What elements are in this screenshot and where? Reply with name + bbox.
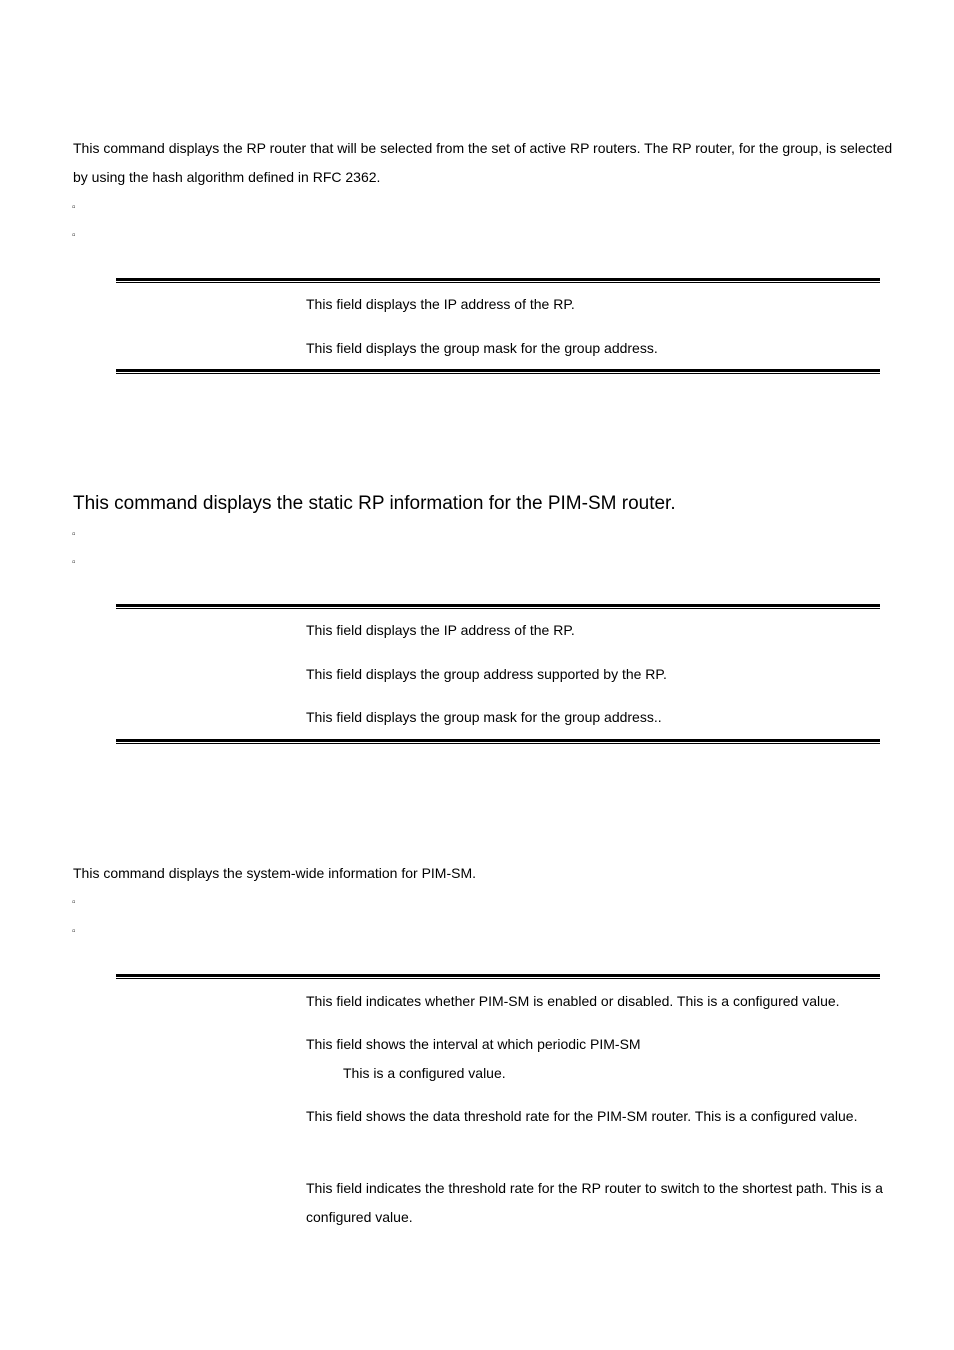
bullet-marker: ▫	[72, 897, 76, 908]
bullet-marker: ▫	[72, 926, 76, 937]
section-intro: This command displays the static RP information for the PIM-SM router.	[73, 493, 676, 514]
bullet-marker: ▫	[72, 202, 76, 213]
field-description	[306, 1030, 886, 1088]
field-description: This field displays the IP address of the RP.	[306, 622, 575, 638]
table-top-rule	[116, 278, 880, 283]
section-intro: This command displays the RP router that will be selected from the set of active RP routers. The RP router, for the group, is selected by using the hash algorithm defined in RFC 2362.	[73, 140, 893, 185]
field-description-continuation: This is a configured value.	[343, 1065, 506, 1081]
field-description: This field indicates whether PIM-SM is enabled or disabled. This is a configured value.	[306, 993, 840, 1009]
field-description: This field shows the data threshold rate for the PIM-SM router. This is a configured value.	[306, 1108, 858, 1124]
field-description: This field displays the group mask for the group address.	[306, 340, 658, 356]
table-bottom-rule	[116, 739, 880, 744]
bullet-marker: ▫	[72, 557, 76, 568]
field-description: This field displays the IP address of the RP.	[306, 296, 575, 312]
field-description-line: This field shows the interval at which periodic PIM-SM	[306, 1036, 641, 1052]
section-intro: This command displays the system-wide information for PIM-SM.	[73, 865, 477, 881]
bullet-marker: ▫	[72, 230, 76, 241]
table-bottom-rule	[116, 369, 880, 374]
field-description: This field displays the group mask for the group address..	[306, 709, 662, 725]
table-top-rule	[116, 974, 880, 979]
bullet-marker: ▫	[72, 529, 76, 540]
field-description: This field displays the group address supported by the RP.	[306, 666, 667, 682]
table-top-rule	[116, 604, 880, 609]
field-description: This field indicates the threshold rate for the RP router to switch to the shortest path. This is a configured value.	[306, 1180, 883, 1225]
